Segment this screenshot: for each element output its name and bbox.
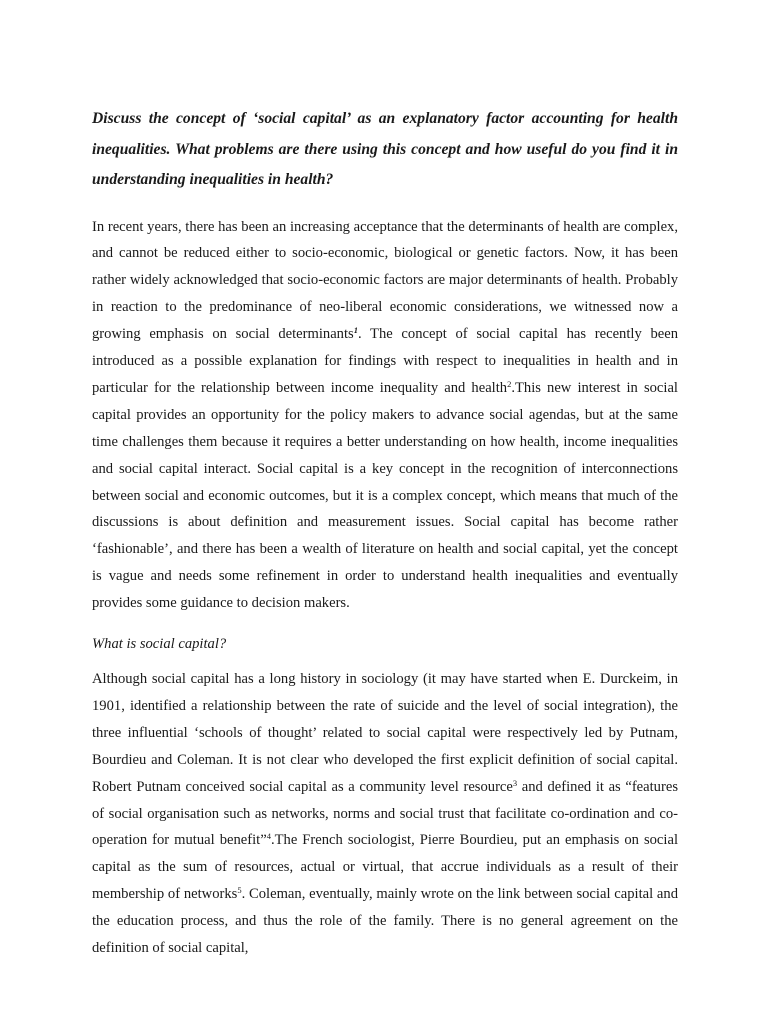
footnote-ref: 1 bbox=[353, 325, 358, 336]
paragraph-intro bbox=[92, 214, 678, 618]
document-page bbox=[92, 104, 678, 962]
paragraph-text: Although social capital has a long history in sociology (it may have started when E. Durckeim, in 1901, identified a relationship between the rate of suicide and the level of social integration), the three influential ‘schools of thought’ related to social capital were respectively led by Putnam, Bourdieu and Coleman. It is not clear who developed the first explicit definition of social capital. Robert Putnam conceived social capital as a community level resource bbox=[92, 671, 678, 795]
footnote-ref: 5 bbox=[237, 885, 242, 896]
paragraph-text: and defined it as “features of social organisation such as networks, norms and social trust that facilitate co-ordination and co-operation for mutual benefit” bbox=[92, 778, 679, 849]
essay-title: Discuss the concept of ‘social capital’ as an explanatory factor accounting for health inequalities. What problems are there using this concept and how useful do you find it in understanding inequalities in health? bbox=[92, 110, 678, 188]
paragraph-definition bbox=[92, 666, 678, 962]
paragraph-text: . Coleman, eventually, mainly wrote on the link between social capital and the education process, and thus the role of the family. There is no general agreement on the definition of social capital, bbox=[92, 886, 678, 957]
footnote-ref: 3 bbox=[512, 777, 518, 788]
paragraph-text: . The concept of social capital has recently been introduced as a possible explanation for findings with respect to inequalities in health and in particular for the relationship between income inequality and health bbox=[92, 326, 678, 396]
paragraph-text: .This new interest in social capital provides an opportunity for the policy makers to advance social agendas, but at the same time challenges them because it requires a better understanding on how health, income inequalities and social capital interact. Social capital is a key concept in the recognition of interconnections between social and economic outcomes, but it is a complex concept, which means that much of the discussions is about definition and measurement issues. Social capital has become rather ‘fashionable’, and there has been a wealth of literature on health and social capital, yet the concept is vague and needs some refinement in order to understand health inequalities and eventually provides some guidance to decision makers. bbox=[92, 379, 678, 612]
footnote-ref: 2 bbox=[507, 378, 512, 389]
paragraph-text: .The French sociologist, Pierre Bourdieu, put an emphasis on social capital as the sum of resources, actual or virtual, that accrue individuals as a result of their membership of networks bbox=[92, 832, 678, 903]
paragraph-text: In recent years, there has been an increasing acceptance that the determinants of health are complex, and cannot be reduced either to socio-economic, biological or genetic factors. Now, it has been rather widely acknowledged that socio-economic factors are major determinants of health. Probably in reaction to the predominance of neo-liberal economic considerations, we witnessed now a growing emphasis on social determinants bbox=[92, 218, 678, 343]
footnote-ref: 4 bbox=[266, 831, 271, 842]
section-heading: What is social capital? bbox=[92, 636, 227, 653]
